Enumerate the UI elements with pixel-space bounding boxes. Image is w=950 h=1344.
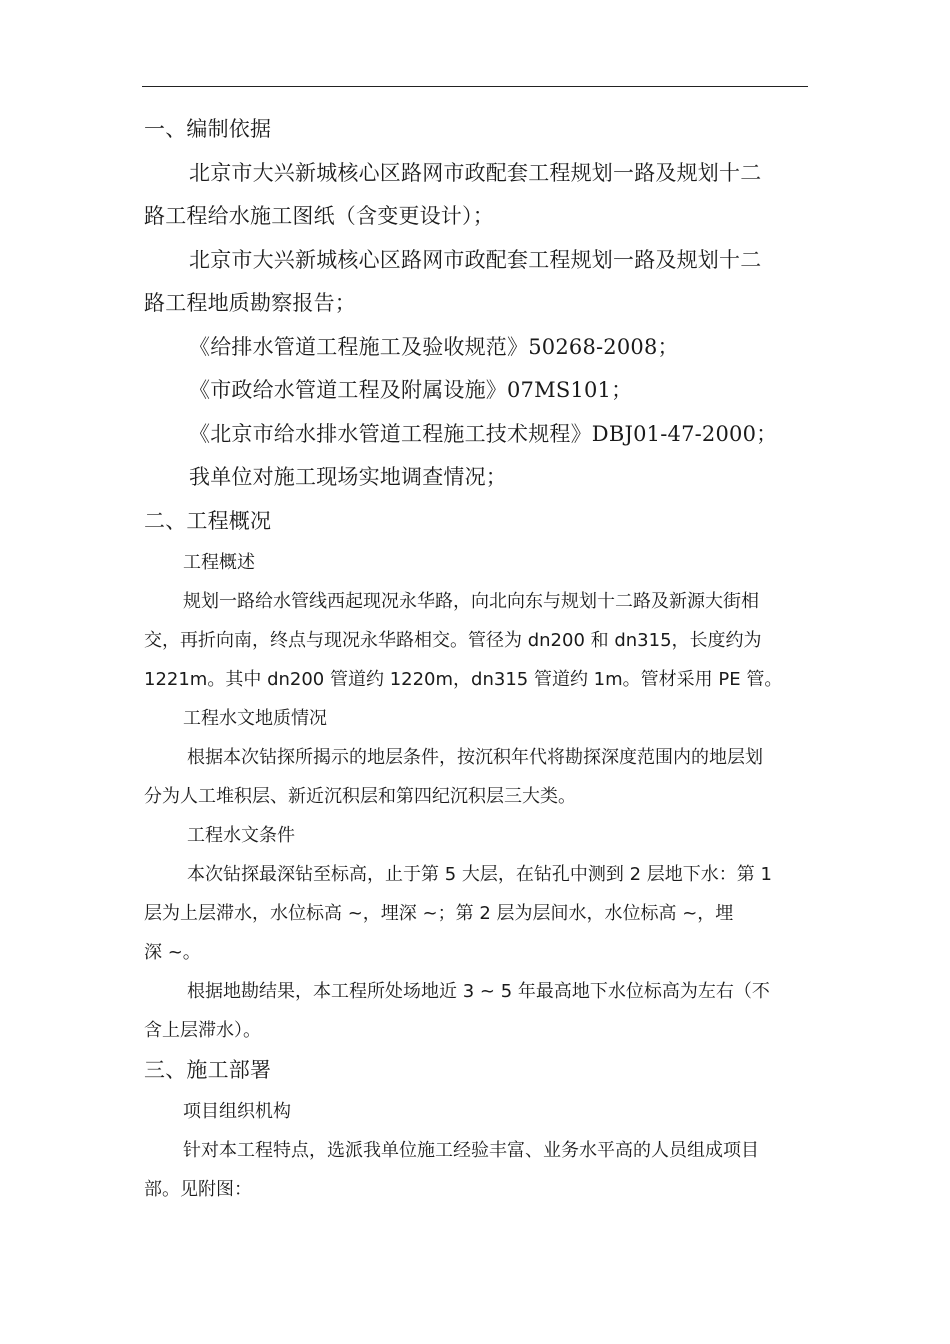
header-rule xyxy=(142,86,808,87)
paragraph-line: 北京市大兴新城核心区路网市政配套工程规划一路及规划十二 xyxy=(189,161,762,185)
paragraph-line: 我单位对施工现场实地调查情况； xyxy=(189,465,507,489)
section-heading-2: 二、工程概况 xyxy=(144,509,272,533)
paragraph-line: 深 ~。 xyxy=(144,942,201,963)
subheading: 项目组织机构 xyxy=(183,1101,291,1122)
paragraph-line: 规划一路给水管线西起现况永华路，向北向东与规划十二路及新源大街相 xyxy=(183,591,759,612)
paragraph-line: 层为上层滞水，水位标高 ~，埋深 ~；第 2 层为层间水，水位标高 ~，埋 xyxy=(144,903,734,924)
section-heading-3: 三、施工部署 xyxy=(144,1058,272,1082)
paragraph-line: 1221m。其中 dn200 管道约 1220m，dn315 管道约 1m。管材采用 PE 管。 xyxy=(144,669,783,690)
paragraph-line: 根据地勘结果，本工程所处场地近 3 ~ 5 年最高地下水位标高为左右（不 xyxy=(187,981,770,1002)
paragraph-line: 分为人工堆积层、新近沉积层和第四纪沉积层三大类。 xyxy=(144,786,576,807)
paragraph-line: 含上层滞水）。 xyxy=(144,1020,261,1041)
paragraph-line: 路工程地质勘察报告； xyxy=(144,291,356,315)
paragraph-line: 部。见附图： xyxy=(144,1179,252,1200)
paragraph-line: 路工程给水施工图纸（含变更设计）； xyxy=(144,204,494,228)
paragraph-line: 交，再折向南，终点与现况永华路相交。管径为 dn200 和 dn315，长度约为 xyxy=(144,630,762,651)
paragraph-line: 本次钻探最深钻至标高，止于第 5 大层，在钻孔中测到 2 层地下水：第 1 xyxy=(187,864,772,885)
paragraph-line: 北京市大兴新城核心区路网市政配套工程规划一路及规划十二 xyxy=(189,248,762,272)
paragraph-line: 针对本工程特点，选派我单位施工经验丰富、业务水平高的人员组成项目 xyxy=(183,1140,759,1161)
subheading: 工程水文地质情况 xyxy=(183,708,327,729)
paragraph-line: 根据本次钻探所揭示的地层条件，按沉积年代将勘探深度范围内的地层划 xyxy=(187,747,763,768)
section-heading-1: 一、编制依据 xyxy=(144,117,272,141)
subheading: 工程水文条件 xyxy=(187,825,295,846)
reference-line: 《北京市给水排水管道工程施工技术规程》DBJ01-47-2000； xyxy=(189,422,778,446)
subheading: 工程概述 xyxy=(183,552,255,573)
reference-line: 《市政给水管道工程及附属设施》07MS101； xyxy=(189,378,633,402)
reference-line: 《给排水管道工程施工及验收规范》50268-2008； xyxy=(189,335,679,359)
